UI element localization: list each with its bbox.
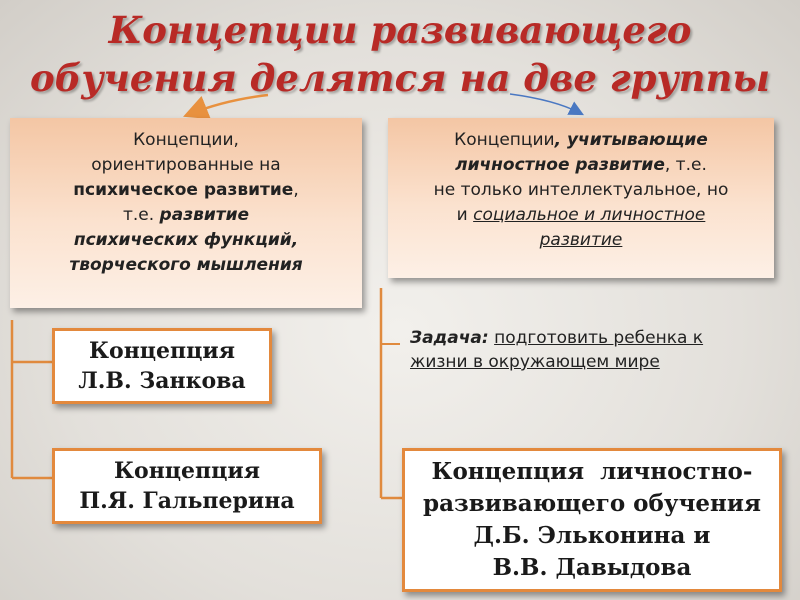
- slide-title: [0, 6, 800, 102]
- elkonin-line-3: Д.Б. Эльконина и: [473, 522, 711, 549]
- elkonin-line-1: Концепция личностно-: [431, 458, 753, 485]
- elkonin-line-2: развивающего обучения: [423, 490, 761, 517]
- left-group-emphasis: психическое развитие: [73, 180, 294, 200]
- right-group-line-3: не только интеллектуальное, но: [433, 180, 729, 200]
- right-group-line-1: Концепции, учитывающие: [454, 130, 708, 150]
- task-line-2: жизни в окружающем мире: [410, 352, 660, 372]
- galperin-line-1: Концепция: [114, 458, 260, 484]
- left-group-line-6: творческого мышления: [69, 255, 303, 275]
- title-line-2: обучения делятся на две группы: [29, 56, 771, 100]
- right-group-line-4: и социальное и личностное: [456, 205, 706, 225]
- galperin-line-2: П.Я. Гальперина: [79, 488, 295, 514]
- left-group-line-4: т.е. развитие: [122, 205, 250, 225]
- right-group-box: [388, 118, 774, 278]
- left-group-line-5: психических функций,: [73, 230, 299, 250]
- task-label: Задача:: [410, 328, 489, 348]
- elkonin-concept-box: [402, 448, 782, 592]
- left-group-box: [10, 118, 362, 308]
- left-group-line-3: психическое развитие,: [73, 180, 299, 200]
- left-group-line-1: Концепции,: [133, 130, 239, 150]
- zankov-line-1: Концепция: [89, 338, 235, 364]
- zankov-line-2: Л.В. Занкова: [78, 368, 246, 394]
- left-group-line-2: ориентированные на: [91, 155, 281, 175]
- right-group-line-2: личностное развитие, т.е.: [455, 155, 707, 175]
- elkonin-line-4: В.В. Давыдова: [492, 554, 692, 581]
- task-line-1: Задача: подготовить ребенка к: [410, 328, 704, 348]
- zankov-concept-box: [52, 328, 272, 404]
- right-group-line-5: развитие: [539, 230, 623, 250]
- title-line-1: Концепции развивающего: [108, 8, 692, 52]
- task-text: [410, 326, 780, 374]
- galperin-concept-box: [52, 448, 322, 524]
